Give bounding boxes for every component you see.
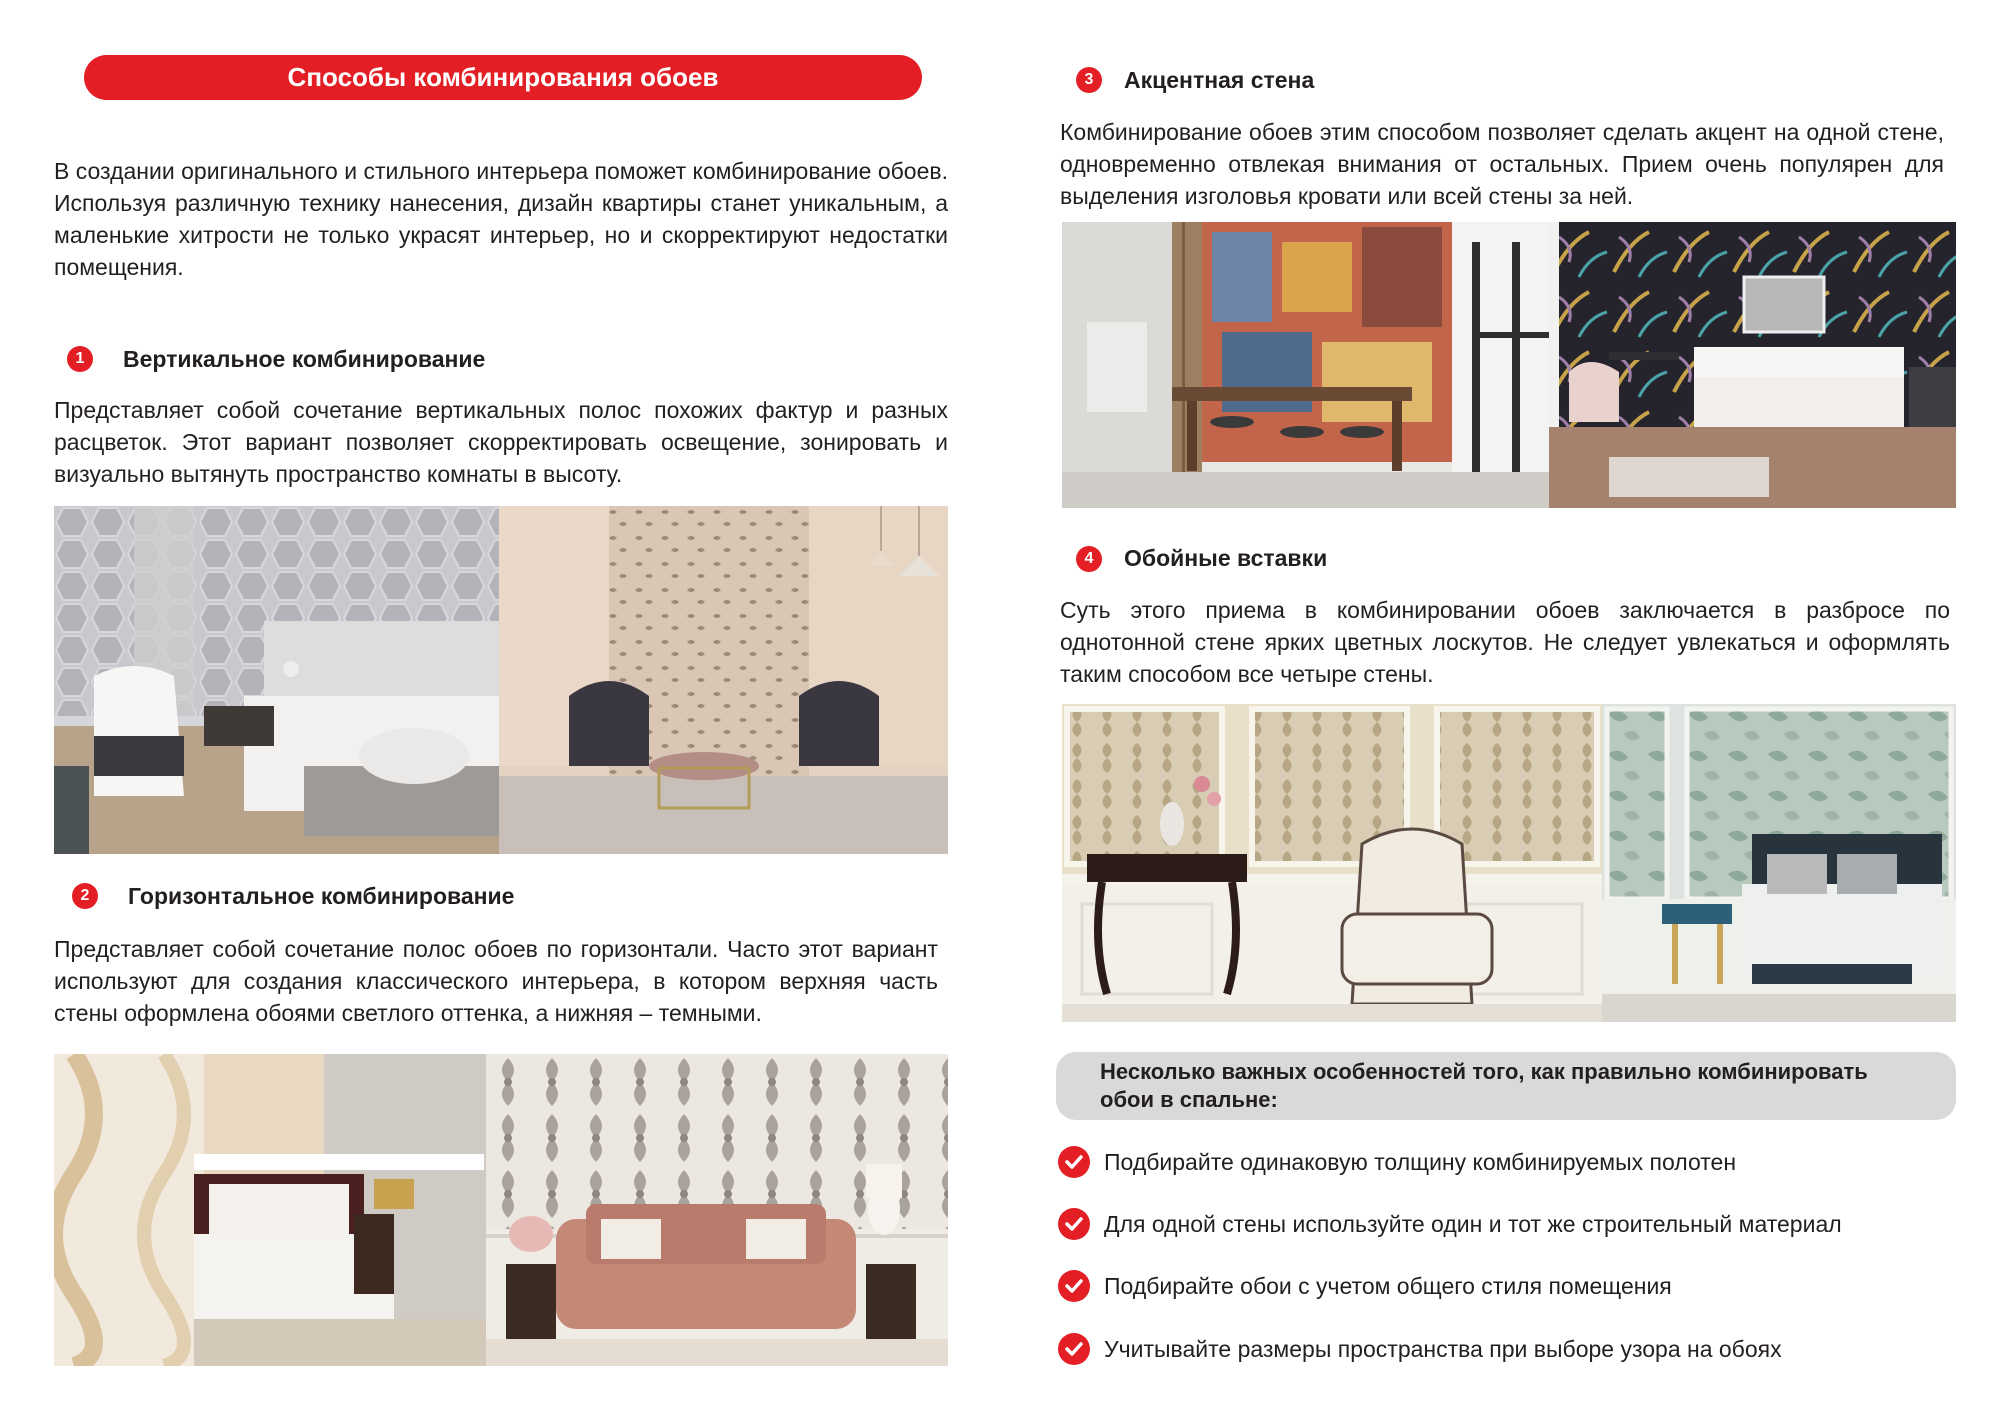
horizontal-living-room-photo (486, 1054, 948, 1366)
tips-heading-box (1056, 1052, 1956, 1120)
intro-paragraph: В создании оригинального и стильного интерьера поможет комбинирование обоев. Используя различную технику нанесения, дизайн квартиры станет уникальным, а маленькие хитрости не только украсят интерьер, но и скорректируют недостатки помещения. (54, 158, 948, 280)
tip-item (1058, 1270, 1672, 1302)
tip-text: Для одной стены используйте один и тот же строительный материал (1104, 1210, 1842, 1237)
checkmark-icon (1058, 1208, 1090, 1240)
section-3-number: 3 (1076, 67, 1102, 93)
tip-text: Учитывайте размеры пространства при выборе узора на обоях (1104, 1335, 1782, 1362)
checkmark-icon (1058, 1333, 1090, 1365)
section-2-heading: Горизонтальное комбинирование (128, 883, 515, 909)
section-3-heading: Акцентная стена (1124, 67, 1315, 93)
section-4-heading: Обойные вставки (1124, 545, 1328, 571)
section-2-number: 2 (72, 883, 98, 909)
vertical-living-room-photo (499, 506, 948, 854)
section-3-text: Комбинирование обоев этим способом позволяет сделать акцент на одной стене, одновременно отвлекая внимания от остальных. Прием очень популярен для выделения изголовья кровати или всей стены за ней. (1060, 119, 1944, 209)
section-1-heading: Вертикальное комбинирование (123, 346, 486, 372)
vertical-bedroom-photo (54, 506, 499, 854)
tips-heading: Несколько важных особенностей того, как правильно комбинировать обои в спальне: (1100, 1059, 1868, 1112)
horizontal-bedroom-photo (54, 1054, 486, 1366)
section-2-text: Представляет собой сочетание полос обоев по горизонтали. Часто этот вариант используют для создания классического интерьера, в котором верхняя часть стены оформлена обоями светлого оттенка, а нижняя – темными. (54, 936, 938, 1026)
section-4-text: Суть этого приема в комбинировании обоев заключается в разбросе по однотонной стене ярких цветных лоскутов. Не следует увлекаться и оформлять таким способом все четыре стены. (1060, 597, 1950, 687)
section-1-text: Представляет собой сочетание вертикальных полос похожих фактур и разных расцветок. Этот вариант позволяет скорректировать освещение, зонировать и визуально вытянуть пространство комнаты в высоту. (54, 397, 948, 487)
accent-bedroom-photo (1549, 222, 1956, 508)
checkmark-icon (1058, 1146, 1090, 1178)
panels-bedroom-photo (1602, 704, 1956, 1022)
tip-item (1058, 1146, 1736, 1178)
tip-item (1058, 1333, 1782, 1365)
checkmark-icon (1058, 1270, 1090, 1302)
page-title: Способы комбинирования обоев (84, 55, 922, 100)
section-1-number: 1 (67, 346, 93, 372)
panels-armchair-photo (1062, 704, 1602, 1022)
accent-dining-room-photo (1062, 222, 1549, 508)
tip-item (1058, 1208, 1842, 1240)
section-4-number: 4 (1076, 546, 1102, 572)
tip-text: Подбирайте обои с учетом общего стиля помещения (1104, 1272, 1672, 1299)
tip-text: Подбирайте одинаковую толщину комбинируемых полотен (1104, 1148, 1737, 1175)
